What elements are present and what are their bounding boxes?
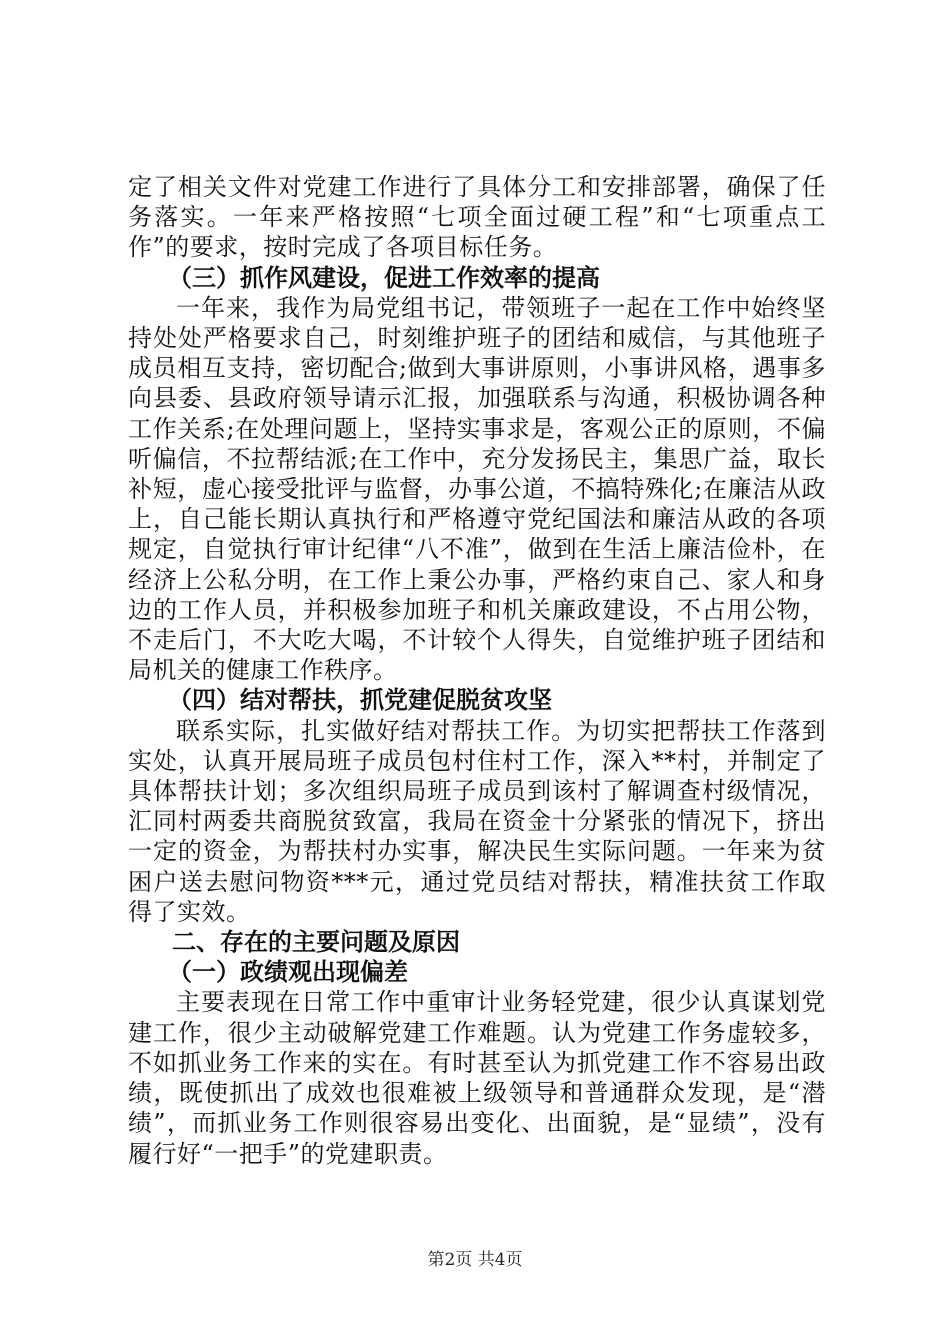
paragraph-performance-view: 主要表现在日常工作中重审计业务轻党建，很少认真谋划党建工作，很少主动破解党建工作难题。认为党建工作务虚较多，不如抓业务工作来的实在。有时甚至认为抓党建工作不容易出政绩，既使抓出了成效也很难被上级领导和普通群众发现，是“潜绩”，而抓业务工作则很容易出变化、出面貌，是“显绩”，没有履行好“一把手”的党建职责。 (128, 988, 826, 1168)
paragraph-work-style: 一年来，我作为局党组书记，带领班子一起在工作中始终坚持处处严格要求自己，时刻维护班子的团结和威信，与其他班子成员相互支持，密切配合;做到大事讲原则，小事讲风格，遇事多向县委、县政府领导请示汇报，加强联系与沟通，积极协调各种工作关系;在处理问题上，坚持实事求是，客观公正的原则，不偏听偏信，不拉帮结派;在工作中，充分发扬民主，集思广益，取长补短，虚心接受批评与监督，办事公道，不搞特殊化;在廉洁从政上，自己能长期认真执行和严格遵守党纪国法和廉洁从政的各项规定，自觉执行审计纪律“八不准”，做到在生活上廉洁俭朴，在经济上公私分明，在工作上秉公办事，严格约束自己、家人和身边的工作人员，并积极参加班子和机关廉政建设，不占用公物，不走后门，不大吃大喝，不计较个人得失，自觉维护班子团结和局机关的健康工作秩序。 (128, 293, 826, 685)
section-heading-3: （三）抓作风建设，促进工作效率的提高 (168, 263, 600, 292)
document-body (128, 172, 826, 1169)
section-heading-2-1: （一）政绩观出现偏差 (168, 958, 408, 987)
section-heading-4: （四）结对帮扶，抓党建促脱贫攻坚 (168, 686, 552, 715)
page-footer: 第2页 共4页 (427, 1250, 523, 1270)
paragraph-continuation: 定了相关文件对党建工作进行了具体分工和安排部署，确保了任务落实。一年来严格按照“七项全面过硬工程”和“七项重点工作”的要求，按时完成了各项目标任务。 (128, 173, 826, 262)
paragraph-poverty-assistance: 联系实际，扎实做好结对帮扶工作。为切实把帮扶工作落到实处，认真开展局班子成员包村住村工作，深入**村，并制定了具体帮扶计划；多次组织局班子成员到该村了解调查村级情况，汇同村两委共商脱贫致富，我局在资金十分紧张的情况下，挤出一定的资金，为帮扶村办实事，解决民生实际问题。一年来为贫困户送去慰问物资***元，通过党员结对帮扶，精准扶贫工作取得了实效。 (128, 716, 826, 926)
chapter-heading-2: 二、存在的主要问题及原因 (172, 928, 460, 957)
